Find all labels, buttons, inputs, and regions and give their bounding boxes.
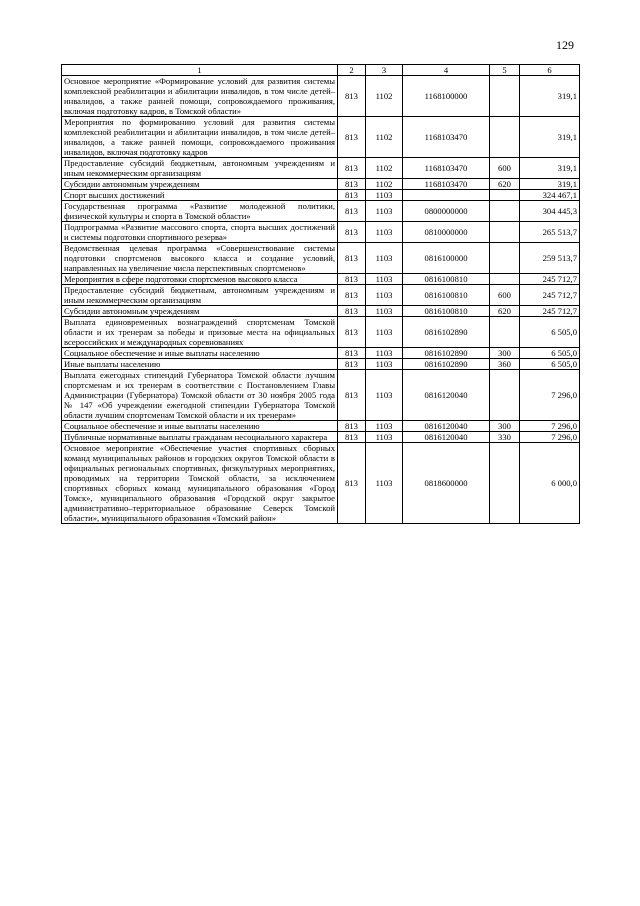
page-number: 129 [556,38,574,52]
row-amount: 6 505,0 [520,348,580,359]
row-section-code: 1102 [366,117,403,158]
row-description: Предоставление субсидий бюджетным, автономным учреждениям и иным некоммерческим организациям [62,158,338,179]
row-section-code: 1102 [366,76,403,117]
row-target-article: 0816120040 [403,421,490,432]
row-expense-type: 600 [490,285,520,306]
row-section-code: 1102 [366,179,403,190]
table-row [62,317,580,348]
row-section-code: 1103 [366,432,403,443]
row-expense-type [490,370,520,421]
row-description: Государственная программа «Развитие молодежной политики, физической культуры и спорта в Томской области» [62,201,338,222]
row-ministry-code: 813 [338,432,366,443]
table-row [62,359,580,370]
row-expense-type [490,317,520,348]
row-ministry-code: 813 [338,306,366,317]
table-body [62,76,580,524]
row-section-code: 1103 [366,359,403,370]
row-target-article: 0816102890 [403,348,490,359]
row-expense-type [490,222,520,243]
row-target-article: 0810000000 [403,222,490,243]
row-target-article: 0816100810 [403,285,490,306]
row-description: Мероприятия в сфере подготовки спортсменов высокого класса [62,274,338,285]
row-description: Мероприятия по формированию условий для развития системы комплексной реабилитации и абилитации инвалидов, в том числе детей–инвалидов, а также ранней помощи, сопровождаемого проживания инвалидов, включая подготовку кадров [62,117,338,158]
row-section-code: 1102 [366,158,403,179]
row-target-article: 0816120040 [403,370,490,421]
row-description: Иные выплаты населению [62,359,338,370]
table-row [62,443,580,524]
row-amount: 304 445,3 [520,201,580,222]
row-description: Основное мероприятие «Формирование условий для развития системы комплексной реабилитации и абилитации инвалидов, в том числе детей–инвалидов, а также ранней помощи, сопровождаемого проживания, включая подготовку кадров, в Томской области» [62,76,338,117]
row-target-article: 1168103470 [403,179,490,190]
table-row [62,432,580,443]
row-target-article: 0800000000 [403,201,490,222]
row-description: Социальное обеспечение и иные выплаты населению [62,348,338,359]
row-target-article: 0816100000 [403,243,490,274]
row-expense-type [490,274,520,285]
row-amount: 6 000,0 [520,443,580,524]
row-ministry-code: 813 [338,117,366,158]
row-description: Выплата ежегодных стипендий Губернатора Томской области лучшим спортсменам и их тренерам в соответствии с Постановлением Главы Администрации (Губернатора) Томской области от 30 ноября 2005 года № 147 «Об учреждении ежегодной стипендии Губернатора Томской области лучшим спортсменам Томской области и их тренерам» [62,370,338,421]
row-amount: 6 505,0 [520,317,580,348]
row-section-code: 1103 [366,285,403,306]
row-amount: 245 712,7 [520,274,580,285]
row-ministry-code: 813 [338,359,366,370]
row-description: Субсидии автономным учреждениям [62,306,338,317]
row-description: Спорт высших достижений [62,190,338,201]
row-description: Основное мероприятие «Обеспечение участия спортивных сборных команд муниципальных районов и городских округов Томской области в официальных региональных спортивных, физкультурных мероприятиях, проводимых на территории Томской области, за исключением спортивных сборных команд муниципального образования «Город Томск», муниципального образования «Городской округ закрытое административно–территориальное образование Северск Томской области», муниципального образования «Томский район» [62,443,338,524]
row-amount: 265 513,7 [520,222,580,243]
row-section-code: 1103 [366,317,403,348]
row-amount: 7 296,0 [520,432,580,443]
row-ministry-code: 813 [338,190,366,201]
row-section-code: 1103 [366,201,403,222]
row-expense-type [490,117,520,158]
row-expense-type: 300 [490,421,520,432]
table-row [62,370,580,421]
row-amount: 324 467,1 [520,190,580,201]
table-row [62,285,580,306]
header-col-3: 3 [366,65,403,76]
row-expense-type: 620 [490,179,520,190]
header-row [62,65,580,76]
row-amount: 7 296,0 [520,370,580,421]
row-target-article: 0816100810 [403,274,490,285]
table-row [62,158,580,179]
row-ministry-code: 813 [338,274,366,285]
row-ministry-code: 813 [338,179,366,190]
row-ministry-code: 813 [338,158,366,179]
row-amount: 245 712,7 [520,285,580,306]
row-target-article: 0816102890 [403,359,490,370]
row-amount: 7 296,0 [520,421,580,432]
row-ministry-code: 813 [338,76,366,117]
row-amount: 319,1 [520,76,580,117]
row-target-article: 0816100810 [403,306,490,317]
row-description: Публичные нормативные выплаты гражданам несоциального характера [62,432,338,443]
row-expense-type: 330 [490,432,520,443]
row-section-code: 1103 [366,222,403,243]
row-expense-type [490,201,520,222]
row-ministry-code: 813 [338,370,366,421]
row-amount: 319,1 [520,158,580,179]
row-ministry-code: 813 [338,421,366,432]
row-amount: 259 513,7 [520,243,580,274]
row-target-article: 1168103470 [403,117,490,158]
row-section-code: 1103 [366,421,403,432]
row-expense-type [490,190,520,201]
table-row [62,179,580,190]
budget-table [61,64,580,524]
row-section-code: 1103 [366,306,403,317]
row-section-code: 1103 [366,274,403,285]
row-ministry-code: 813 [338,243,366,274]
table-row [62,243,580,274]
table-row [62,190,580,201]
header-col-4: 4 [403,65,490,76]
row-section-code: 1103 [366,370,403,421]
table-row [62,421,580,432]
row-ministry-code: 813 [338,201,366,222]
row-expense-type: 360 [490,359,520,370]
row-ministry-code: 813 [338,285,366,306]
row-section-code: 1103 [366,443,403,524]
row-target-article: 0818600000 [403,443,490,524]
table-row [62,117,580,158]
header-col-1: 1 [62,65,338,76]
row-amount: 6 505,0 [520,359,580,370]
row-description: Подпрограмма «Развитие массового спорта, спорта высших достижений и системы подготовки спортивного резерва» [62,222,338,243]
row-amount: 319,1 [520,179,580,190]
row-expense-type [490,76,520,117]
row-expense-type: 600 [490,158,520,179]
table-row [62,348,580,359]
row-description: Субсидии автономным учреждениям [62,179,338,190]
table-row [62,274,580,285]
table-row [62,306,580,317]
row-ministry-code: 813 [338,348,366,359]
row-expense-type [490,243,520,274]
row-target-article: 1168100000 [403,76,490,117]
row-expense-type: 620 [490,306,520,317]
row-target-article [403,190,490,201]
table-row [62,201,580,222]
table-header [62,65,580,76]
header-col-5: 5 [490,65,520,76]
row-target-article: 0816120040 [403,432,490,443]
row-section-code: 1103 [366,348,403,359]
row-expense-type: 300 [490,348,520,359]
row-description: Социальное обеспечение и иные выплаты населению [62,421,338,432]
row-section-code: 1103 [366,190,403,201]
row-ministry-code: 813 [338,443,366,524]
row-description: Предоставление субсидий бюджетным, автономным учреждениям и иным некоммерческим организациям [62,285,338,306]
row-description: Ведомственная целевая программа «Совершенствование системы подготовки спортсменов высокого класса и создание условий, направленных на увеличение числа перспективных спортсменов» [62,243,338,274]
row-target-article: 1168103470 [403,158,490,179]
row-expense-type [490,443,520,524]
row-ministry-code: 813 [338,317,366,348]
row-target-article: 0816102890 [403,317,490,348]
table-row [62,222,580,243]
table-row [62,76,580,117]
row-amount: 319,1 [520,117,580,158]
header-col-2: 2 [338,65,366,76]
row-description: Выплата единовременных вознаграждений спортсменам Томской области и их тренерам за победы и призовые места на официальных всероссийских и международных соревнованиях [62,317,338,348]
row-amount: 245 712,7 [520,306,580,317]
row-section-code: 1103 [366,243,403,274]
row-ministry-code: 813 [338,222,366,243]
header-col-6: 6 [520,65,580,76]
